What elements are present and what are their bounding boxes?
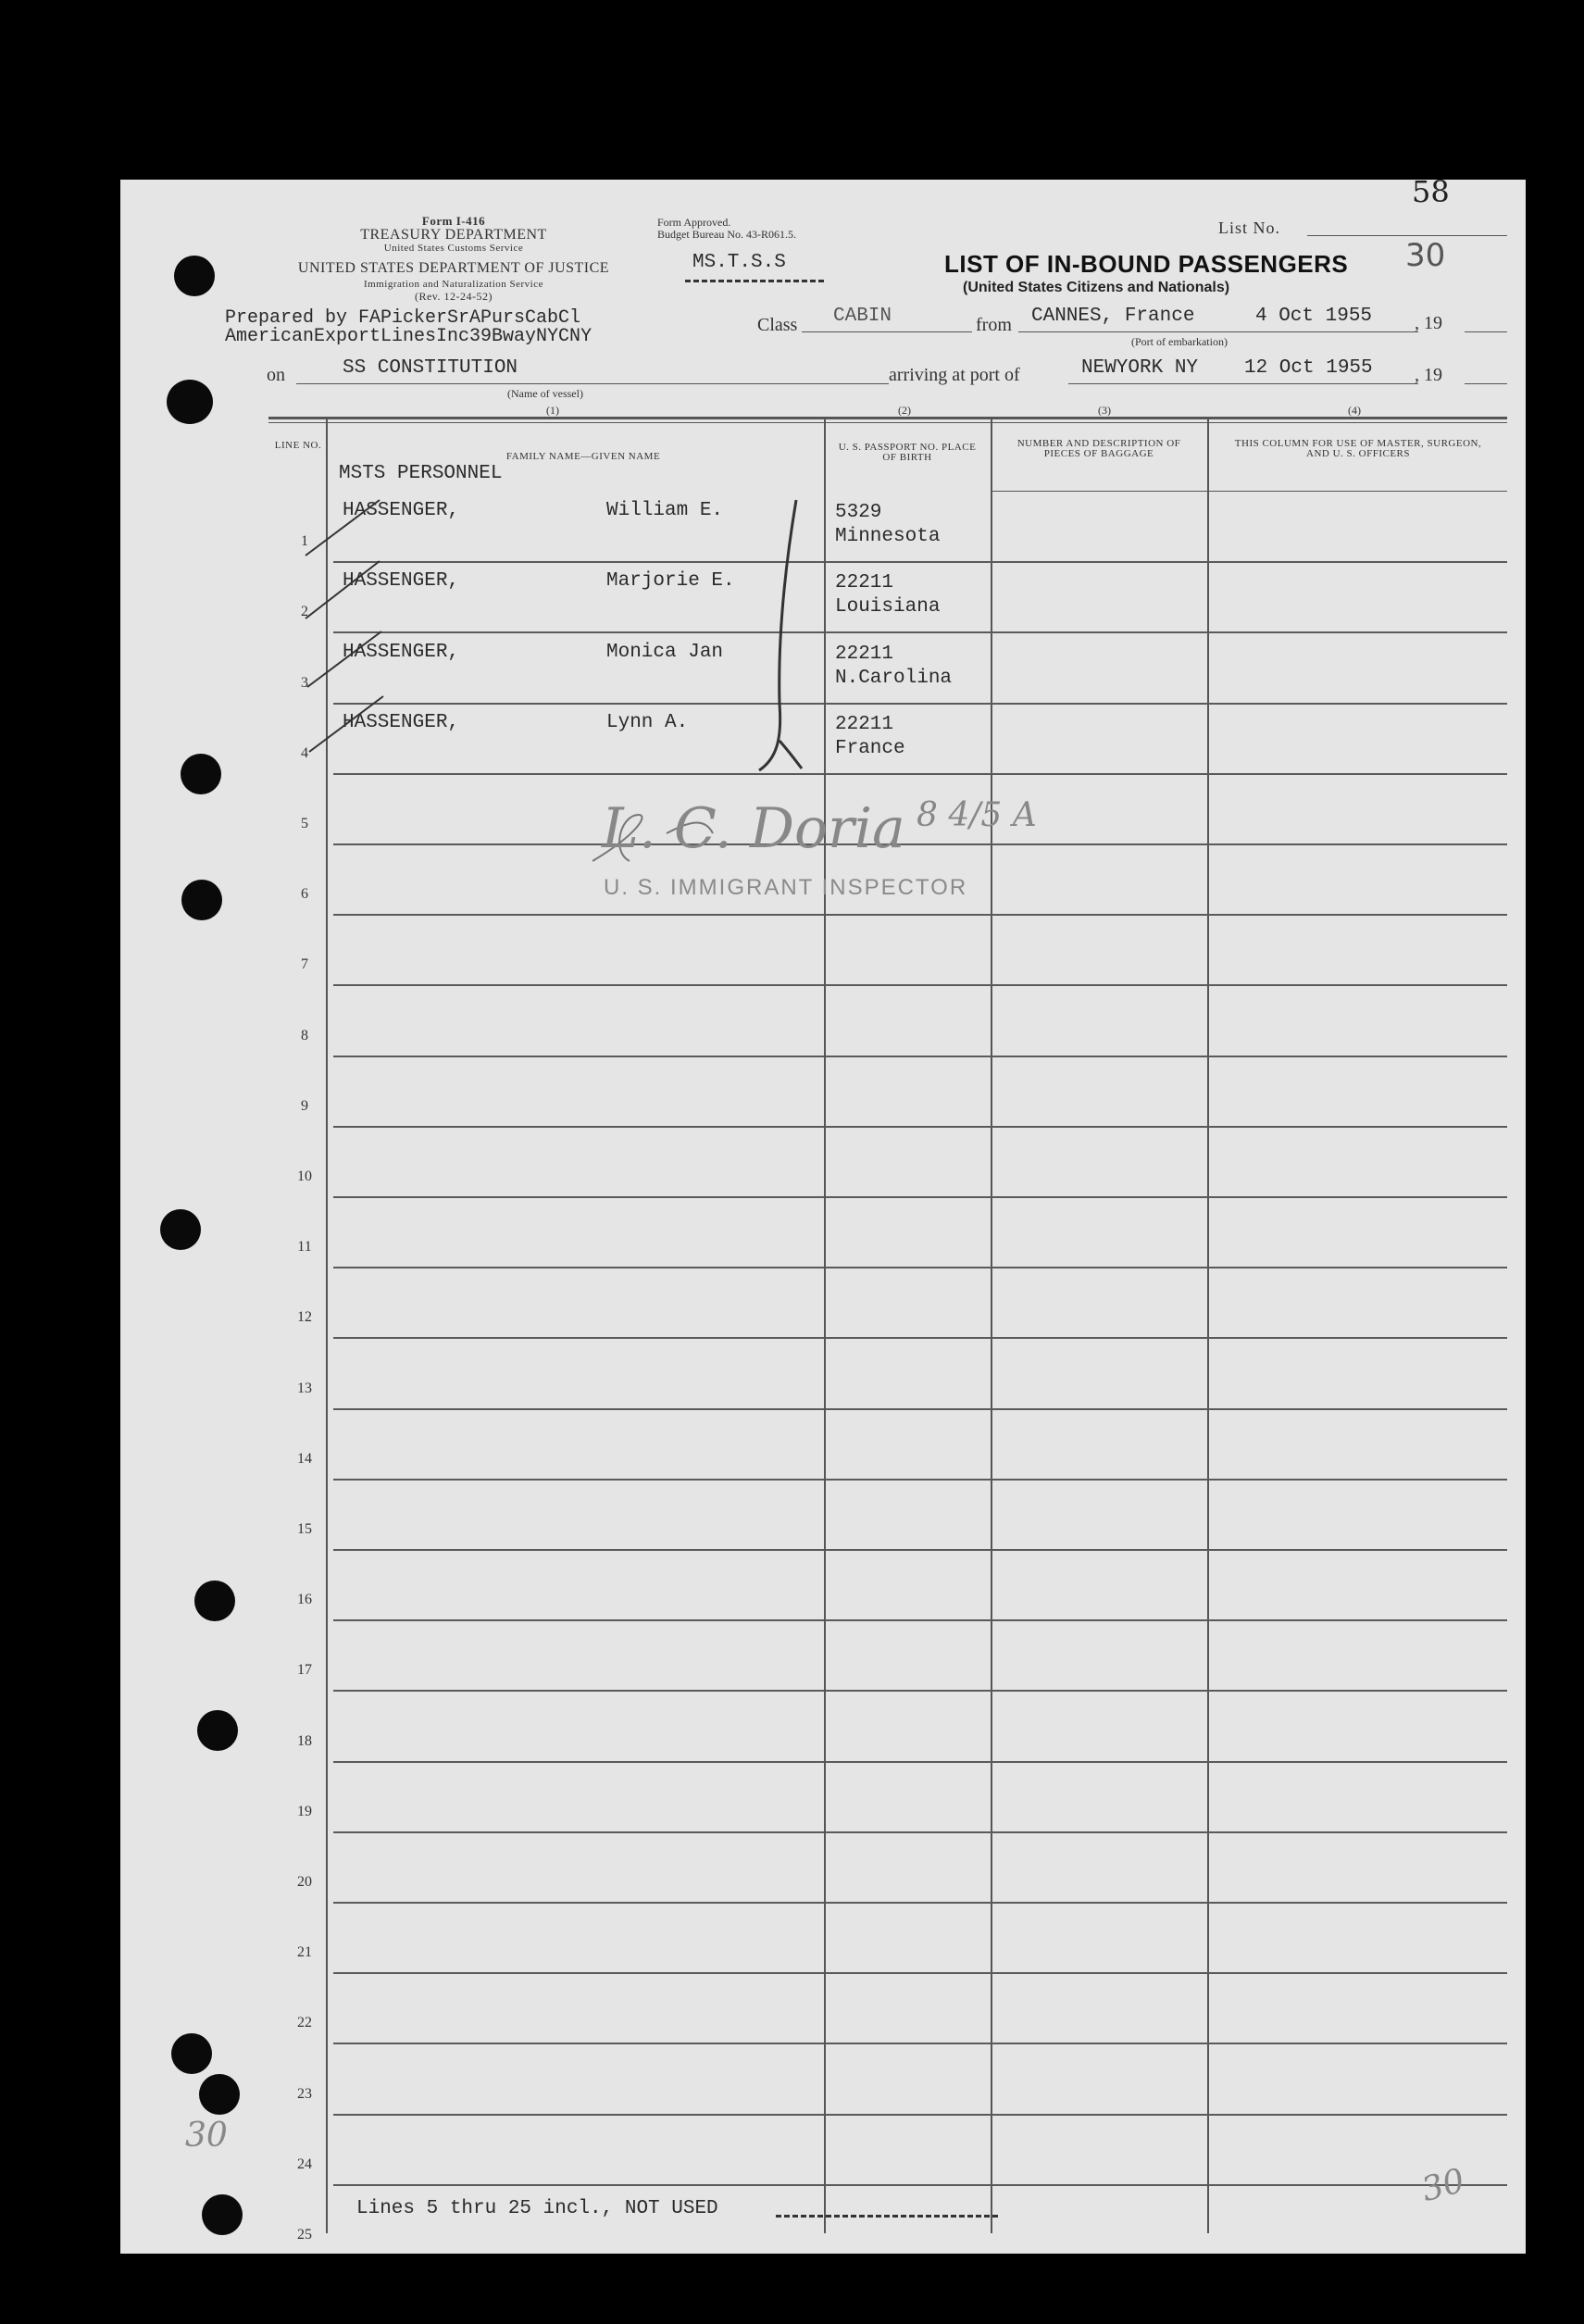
inspector-stamp: U. S. IMMIGRANT INSPECTOR — [604, 875, 968, 900]
line-number: 5 — [301, 816, 308, 831]
line-number: 14 — [297, 1451, 312, 1467]
given-name: Marjorie E. — [606, 570, 735, 592]
line-number: 9 — [301, 1098, 308, 1114]
line-number: 24 — [297, 2156, 312, 2172]
given-name: Monica Jan — [606, 642, 724, 663]
arrival-date: 12 Oct 1955 — [1244, 357, 1373, 379]
page-title: LIST OF IN-BOUND PASSENGERS — [944, 250, 1349, 278]
col-header-officers: THIS COLUMN FOR USE OF MASTER, SURGEON, AND U. S. OFFICERS — [1234, 438, 1482, 459]
inspector-signature: L. C. Doria — [602, 796, 905, 861]
line-number: 13 — [297, 1381, 312, 1396]
from-label: from — [976, 315, 1012, 335]
birthplace: N.Carolina — [835, 668, 953, 689]
line-number: 12 — [297, 1309, 312, 1325]
line-number: 8 — [301, 1028, 308, 1043]
budget-bureau: Budget Bureau No. 43-R061.5. — [657, 228, 796, 241]
list-no-label: List No. — [1218, 219, 1281, 237]
from-date: 4 Oct 1955 — [1255, 306, 1373, 327]
line-number: 11 — [297, 1239, 312, 1255]
birthplace: Louisiana — [835, 596, 941, 618]
line-number: 10 — [297, 1168, 312, 1184]
line-number: 16 — [297, 1592, 312, 1607]
line-number: 22 — [297, 2015, 312, 2030]
line-number: 18 — [297, 1733, 312, 1749]
msts-code: MS.T.S.S — [692, 252, 786, 273]
customs-service: United States Customs Service — [383, 243, 524, 254]
line-number: 20 — [297, 1874, 312, 1890]
arriving-label: arriving at port of — [889, 365, 1020, 385]
col-num-3: (3) — [1098, 404, 1111, 417]
margin-number-right: 30 — [1417, 2161, 1469, 2210]
prepared-by: Prepared by FAPickerSrAPursCabCl — [225, 307, 581, 329]
on-label: on — [267, 365, 285, 385]
col-header-passport: U. S. PASSPORT NO. PLACE OF BIRTH — [838, 442, 977, 463]
corner-page-number: 58 — [1412, 174, 1450, 209]
col-num-1: (1) — [546, 404, 559, 417]
class-value: CABIN — [833, 306, 892, 327]
arriving-port: NEWYORK NY — [1081, 357, 1199, 379]
col-num-4: (4) — [1348, 404, 1361, 417]
line-number: 6 — [301, 886, 308, 902]
margin-number-left: 30 — [185, 2117, 228, 2155]
birthplace: France — [835, 738, 905, 759]
passport-number: 22211 — [835, 643, 894, 665]
vessel-name: SS CONSTITUTION — [343, 357, 518, 379]
from-value: CANNES, France — [1031, 306, 1195, 327]
prepared-by-line2: AmericanExportLinesInc39BwayNYCNY — [225, 326, 592, 347]
line-number: 15 — [297, 1521, 312, 1537]
col-header-line: LINE NO. — [274, 440, 322, 451]
line-number: 25 — [297, 2227, 312, 2243]
given-name: William E. — [606, 500, 724, 521]
port-embark-label: (Port of embarkation) — [1131, 335, 1228, 348]
signature-note: 8 4/5 A — [917, 796, 1037, 834]
line-number: 4 — [301, 745, 308, 761]
footer-note: Lines 5 thru 25 incl., NOT USED — [356, 2198, 718, 2219]
vessel-label: (Name of vessel) — [507, 387, 583, 400]
given-name: Lynn A. — [606, 712, 689, 733]
line-number: 21 — [297, 1944, 312, 1960]
page-subtitle: (United States Citizens and Nationals) — [963, 280, 1230, 295]
doj: UNITED STATES DEPARTMENT OF JUSTICE — [297, 260, 610, 276]
passport-number: 22211 — [835, 572, 894, 593]
list-no-value: 30 — [1405, 237, 1446, 274]
footer-dashes — [776, 2215, 998, 2218]
line-number: 2 — [301, 604, 308, 619]
year-suffix-2: , 19 — [1415, 365, 1442, 385]
col-num-2: (2) — [898, 404, 911, 417]
line-number: 19 — [297, 1804, 312, 1819]
family-name: HASSENGER, — [343, 570, 460, 592]
family-name: HASSENGER, — [343, 712, 460, 733]
form-approved-text: Form Approved. — [657, 216, 731, 229]
line-number: 17 — [297, 1662, 312, 1678]
line-number: 23 — [297, 2086, 312, 2102]
passport-number: 22211 — [835, 714, 894, 735]
family-name: HASSENGER, — [343, 642, 460, 663]
check-marks — [306, 500, 383, 752]
line-number: 1 — [301, 533, 308, 549]
line-number: 7 — [301, 956, 308, 972]
revision: (Rev. 12-24-52) — [414, 290, 493, 303]
line-number: 3 — [301, 675, 308, 691]
passport-number: 5329 — [835, 502, 882, 523]
col-header-name: FAMILY NAME—GIVEN NAME — [505, 451, 661, 462]
birthplace: Minnesota — [835, 526, 941, 547]
bracket-mark — [759, 500, 802, 770]
col-header-baggage: NUMBER AND DESCRIPTION OF PIECES OF BAGGAGE — [1017, 438, 1181, 459]
form-number: Form I-416 — [421, 214, 486, 228]
group-label: MSTS PERSONNEL — [339, 463, 503, 484]
class-label: Class — [757, 315, 798, 335]
year-suffix: , 19 — [1415, 313, 1442, 333]
ins: Immigration and Naturalization Service — [363, 279, 544, 290]
family-name: HASSENGER, — [343, 500, 460, 521]
department: TREASURY DEPARTMENT — [360, 227, 547, 243]
